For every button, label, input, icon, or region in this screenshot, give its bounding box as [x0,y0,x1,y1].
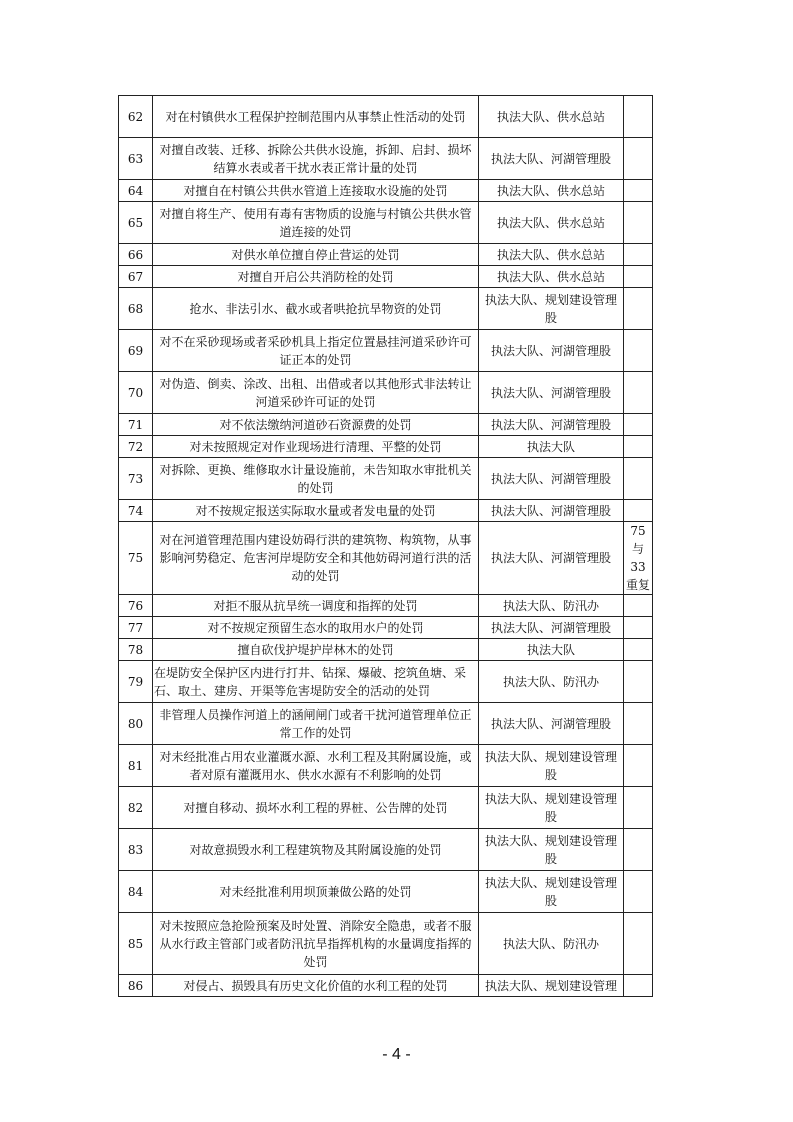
responsible-department: 执法大队、供水总站 [479,96,624,138]
table-row [119,372,653,414]
table-row [119,244,653,266]
table-row [119,180,653,202]
page-number: - 4 - [382,1046,411,1063]
item-description: 对不依法缴纳河道砂石资源费的处罚 [153,414,479,436]
row-number: 66 [119,244,153,266]
remark [624,288,653,330]
table-row [119,266,653,288]
responsible-department: 执法大队、河湖管理股 [479,372,624,414]
table-row [119,330,653,372]
responsible-department: 执法大队、防汛办 [479,661,624,703]
item-description: 对故意损毁水利工程建筑物及其附属设施的处罚 [153,829,479,871]
row-number: 85 [119,913,153,975]
table-row [119,745,653,787]
row-number: 70 [119,372,153,414]
remark [624,595,653,617]
remark [624,266,653,288]
item-description: 对未经批准占用农业灌溉水源、水利工程及其附属设施，或者对原有灌溉用水、供水水源有不利影响的处罚 [153,745,479,787]
item-description: 对擅自改装、迁移、拆除公共供水设施，拆卸、启封、损坏结算水表或者干扰水表正常计量的处罚 [153,138,479,180]
remark [624,330,653,372]
responsible-department: 执法大队、供水总站 [479,202,624,244]
responsible-department: 执法大队、规划建设管理股 [479,288,624,330]
responsible-department: 执法大队、河湖管理股 [479,458,624,500]
item-description: 对拆除、更换、维修取水计量设施前，未告知取水审批机关的处罚 [153,458,479,500]
row-number: 71 [119,414,153,436]
row-number: 75 [119,522,153,595]
row-number: 74 [119,500,153,522]
item-description: 对未经批准利用坝顶兼做公路的处罚 [153,871,479,913]
table-row [119,458,653,500]
responsible-department: 执法大队、规划建设管理股 [479,745,624,787]
remark [624,745,653,787]
item-description: 非管理人员操作河道上的涵闸闸门或者干扰河道管理单位正常工作的处罚 [153,703,479,745]
responsible-department: 执法大队、河湖管理股 [479,500,624,522]
remark: 75与33重复 [624,522,653,595]
row-number: 62 [119,96,153,138]
item-description: 对不按规定预留生态水的取用水户的处罚 [153,617,479,639]
row-number: 76 [119,595,153,617]
responsible-department: 执法大队、规划建设管理 [479,975,624,997]
remark [624,975,653,997]
item-description: 对未按照规定对作业现场进行清理、平整的处罚 [153,436,479,458]
responsible-department: 执法大队、河湖管理股 [479,414,624,436]
remark [624,661,653,703]
item-description: 对擅自开启公共消防栓的处罚 [153,266,479,288]
table-row [119,500,653,522]
penalty-items-table [118,95,653,997]
responsible-department: 执法大队、规划建设管理股 [479,787,624,829]
remark [624,787,653,829]
item-description: 对擅自移动、损坏水利工程的界桩、公告牌的处罚 [153,787,479,829]
responsible-department: 执法大队、供水总站 [479,266,624,288]
remark [624,202,653,244]
responsible-department: 执法大队、河湖管理股 [479,703,624,745]
table-row [119,436,653,458]
remark [624,871,653,913]
table-row [119,595,653,617]
responsible-department: 执法大队、河湖管理股 [479,617,624,639]
row-number: 81 [119,745,153,787]
responsible-department: 执法大队、河湖管理股 [479,138,624,180]
row-number: 64 [119,180,153,202]
item-description: 抢水、非法引水、截水或者哄抢抗旱物资的处罚 [153,288,479,330]
remark [624,436,653,458]
row-number: 82 [119,787,153,829]
table-row [119,661,653,703]
row-number: 86 [119,975,153,997]
item-description: 对不在采砂现场或者采砂机具上指定位置悬挂河道采砂许可证正本的处罚 [153,330,479,372]
remark [624,414,653,436]
table-body [119,96,653,997]
item-description: 擅自砍伐护堤护岸林木的处罚 [153,639,479,661]
responsible-department: 执法大队、防汛办 [479,913,624,975]
responsible-department: 执法大队、河湖管理股 [479,522,624,595]
responsible-department: 执法大队、供水总站 [479,244,624,266]
item-description: 对拒不服从抗旱统一调度和指挥的处罚 [153,595,479,617]
row-number: 68 [119,288,153,330]
remark [624,244,653,266]
row-number: 72 [119,436,153,458]
responsible-department: 执法大队、防汛办 [479,595,624,617]
responsible-department: 执法大队 [479,436,624,458]
responsible-department: 执法大队 [479,639,624,661]
remark [624,458,653,500]
row-number: 69 [119,330,153,372]
item-description: 对伪造、倒卖、涂改、出租、出借或者以其他形式非法转让河道采砂许可证的处罚 [153,372,479,414]
table-row [119,617,653,639]
remark [624,639,653,661]
table-row [119,639,653,661]
table-row [119,202,653,244]
row-number: 84 [119,871,153,913]
row-number: 67 [119,266,153,288]
table-row [119,414,653,436]
responsible-department: 执法大队、规划建设管理股 [479,829,624,871]
table-row [119,913,653,975]
row-number: 77 [119,617,153,639]
item-description: 对在河道管理范围内建设妨碍行洪的建筑物、构筑物，从事影响河势稳定、危害河岸堤防安全和其他妨碍河道行洪的活动的处罚 [153,522,479,595]
row-number: 63 [119,138,153,180]
row-number: 78 [119,639,153,661]
row-number: 73 [119,458,153,500]
item-description: 对擅自将生产、使用有毒有害物质的设施与村镇公共供水管道连接的处罚 [153,202,479,244]
table-row [119,138,653,180]
item-description: 对供水单位擅自停止营运的处罚 [153,244,479,266]
table-row [119,96,653,138]
item-description: 对不按规定报送实际取水量或者发电量的处罚 [153,500,479,522]
remark [624,500,653,522]
item-description: 对未按照应急抢险预案及时处置、消除安全隐患，或者不服从水行政主管部门或者防汛抗旱指挥机构的水量调度指挥的处罚 [153,913,479,975]
row-number: 79 [119,661,153,703]
table-row [119,787,653,829]
responsible-department: 执法大队、河湖管理股 [479,330,624,372]
responsible-department: 执法大队、规划建设管理股 [479,871,624,913]
remark [624,138,653,180]
table-row [119,703,653,745]
item-description: 在堤防安全保护区内进行打井、钻探、爆破、挖筑鱼塘、采石、取土、建房、开渠等危害堤防安全的活动的处罚 [153,661,479,703]
remark [624,96,653,138]
remark [624,180,653,202]
row-number: 80 [119,703,153,745]
item-description: 对侵占、损毁具有历史文化价值的水利工程的处罚 [153,975,479,997]
table-row [119,871,653,913]
item-description: 对擅自在村镇公共供水管道上连接取水设施的处罚 [153,180,479,202]
table-row [119,829,653,871]
remark [624,703,653,745]
remark [624,913,653,975]
remark [624,617,653,639]
table-row [119,975,653,997]
row-number: 83 [119,829,153,871]
remark [624,829,653,871]
row-number: 65 [119,202,153,244]
table-row [119,522,653,595]
responsible-department: 执法大队、供水总站 [479,180,624,202]
item-description: 对在村镇供水工程保护控制范围内从事禁止性活动的处罚 [153,96,479,138]
remark [624,372,653,414]
table-row [119,288,653,330]
